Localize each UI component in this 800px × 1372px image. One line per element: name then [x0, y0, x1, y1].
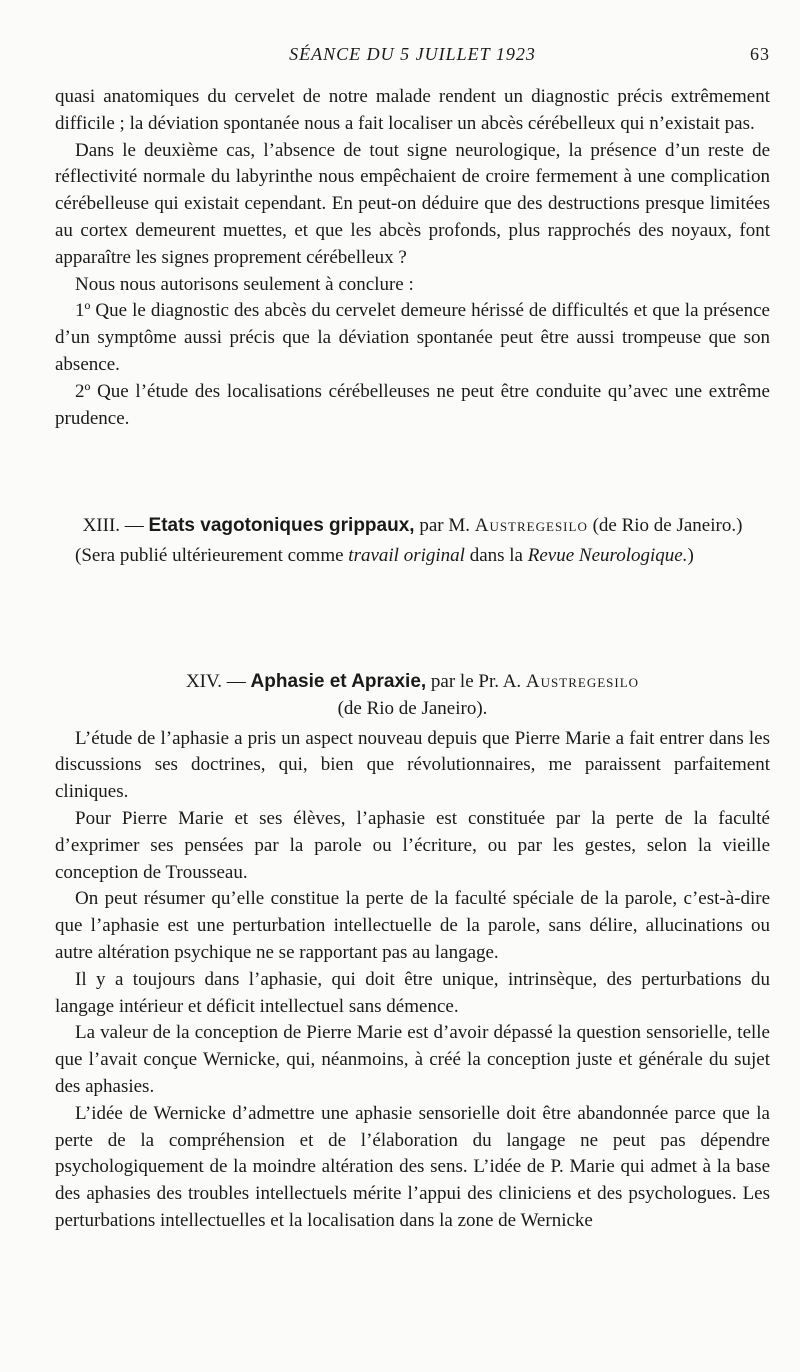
section-xiii	[55, 513, 770, 570]
section-author: Austregesilo	[525, 671, 640, 692]
section-title: Etats vagotoniques grippaux,	[148, 515, 415, 536]
section-number: XIV. —	[185, 671, 246, 692]
continued-text	[55, 84, 770, 432]
paragraph: L’idée de Wernicke d’admettre une aphasie sensorielle doit être abandonnée parce que la perte de la compréhension et de l’élaboration du langage ne peut pas dépendre psychologiquement de la moindre altération des sens. L’idée de P. Marie qui admet à la base des aphasies des troubles intellectuels mérite l’appui des cliniciens et des psychologues. Les perturbations intellectuelles et la localisation dans la zone de Wernicke	[55, 1102, 770, 1231]
section-xiv	[55, 669, 770, 1235]
paragraph: L’étude de l’aphasie a pris un aspect nouveau depuis que Pierre Marie a fait entrer dans les discussions ses doctrines, qui, bien que révolutionnaires, me paraissent parfaitement cliniques.	[55, 727, 770, 803]
section-heading	[55, 669, 770, 696]
section-number: XIII. —	[82, 515, 144, 536]
paragraph: Dans le deuxième cas, l’absence de tout signe neurologique, la présence d’un reste de réflectivité normale du labyrinthe nous empêchaient de croire fermement à une complication cérébelleuse qui existait cependant. En peut-on déduire que des destructions presque limitées au cortex demeurent muettes, et que les abcès profonds, plus rapprochés des noyaux, font apparaître les signes proprement cérébelleux ?	[55, 139, 770, 268]
section-heading	[55, 513, 770, 540]
header-title: SÉANCE DU 5 JUILLET 1923	[289, 44, 536, 64]
note-journal: Revue Neurologique.	[527, 544, 688, 566]
section-by: par le Pr. A.	[430, 671, 522, 692]
paragraph: Pour Pierre Marie et ses élèves, l’aphasie est constituée par la perte de la faculté d’exprimer ses pensées par la parole ou l’écriture, ou par les gestes, selon la vieille conception de Trousseau.	[55, 807, 770, 883]
paragraph: 2º Que l’étude des localisations cérébelleuses ne peut être conduite qu’avec une extrême prudence.	[55, 380, 770, 429]
section-place: (de Rio de Janeiro.)	[592, 515, 743, 536]
running-header	[55, 44, 770, 72]
paragraph: Il y a toujours dans l’aphasie, qui doit être unique, intrinsèque, des perturbations du langage intérieur et déficit intellectuel sans démence.	[55, 968, 770, 1017]
note-text: dans la	[469, 544, 523, 566]
paragraph: 1º Que le diagnostic des abcès du cervelet demeure hérissé de difficultés et que la présence d’un symptôme aussi précis que la déviation spontanée peut être aussi trompeuse que son absence.	[55, 300, 770, 375]
note-text: (Sera publié ultérieurement comme	[75, 544, 344, 566]
section-by: par M.	[419, 515, 470, 536]
paragraph: La valeur de la conception de Pierre Marie est d’avoir dépassé la question sensorielle, telle que l’avait conçue Wernicke, qui, néanmoins, à créé la conception juste et générale du sujet des aphasies.	[55, 1022, 770, 1097]
section-author: Austregesilo	[474, 515, 588, 536]
section-title: Aphasie et Apraxie,	[250, 671, 427, 692]
note-italic: travail original	[348, 544, 465, 566]
note-end: )	[687, 544, 694, 566]
paragraph: On peut résumer qu’elle constitue la perte de la faculté spéciale de la parole, c’est-à-dire que l’aphasie est une perturbation intellectuelle de la parole, sans délire, allucinations ou autre altération psychique ne se rapportant pas au langage.	[55, 888, 770, 963]
publication-note	[55, 543, 770, 570]
section-place: (de Rio de Janeiro).	[337, 697, 488, 719]
page-number: 63	[750, 44, 770, 64]
paragraph: Nous nous autorisons seulement à conclure :	[75, 273, 414, 295]
paragraph: quasi anatomiques du cervelet de notre malade rendent un diagnostic précis extrêmement difficile ; la déviation spontanée nous a fait localiser un abcès cérébelleux qui n’existait pas.	[55, 86, 770, 134]
